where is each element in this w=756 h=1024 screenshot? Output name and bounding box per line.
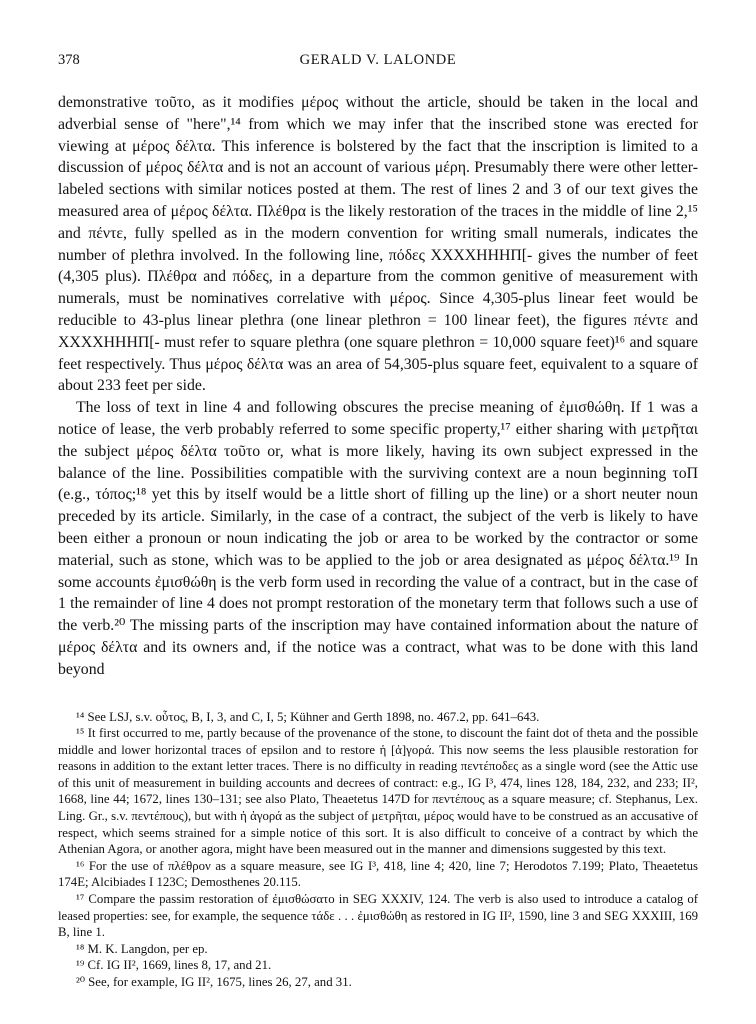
footnote: ¹⁹ Cf. IG II², 1669, lines 8, 17, and 21. [76,958,272,973]
body-paragraph: The loss of text in line 4 and following obscures the precise meaning of ἐμισθώθη. If 1 was a notice of lease, the verb probably referred to some specific property,¹⁷ either sharing with μετρῆται the subject μέρος δέλτα τοῦτο or, what is more likely, having its own subject expressed in the balance of the line. Possibilities compatible with the surviving context are a noun beginning τοΠ (e.g., τόπος;¹⁸ yet this by itself would be a little short of filling up the line) or a short neuter noun preceded by its article. Similarly, in the case of a contract, the subject of the verb is likely to have been either a pronoun or noun indicating the job or area to be worked by the contractor or some material, such as stone, which was to be applied to the job or area designated as μέρος δέλτα.¹⁹ In some accounts ἐμισθώθη is the verb form used in recording the value of a contract, but in the case of 1 the remainder of line 4 does not prompt restoration of the monetary term that follows such a use of the verb.²⁰ The missing parts of the inscription may have contained information about the nature of μέρος δέλτα and its owners and, if the notice was a contract, what was to be done with this land beyond [58,399,698,678]
body-paragraph: demonstrative τοῦτο, as it modifies μέρος without the article, should be taken in the local and adverbial sense of "here",¹⁴ from which we may infer that the inscribed stone was erected for viewing at μέρος δέλτα. This inference is bolstered by the fact that the inscription is limited to a discussion of μέρος δέλτα and is not an account of various μέρη. Presumably there were other letter-labeled sections with similar notices posted at them. The rest of lines 2 and 3 of our text gives the measured area of μέρος δέλτα. Πλέθρα is the likely restoration of the traces in the middle of line 2,¹⁵ and πέντε, fully spelled as in the modern convention for writing small numerals, indicates the number of plethra involved. In the following line, πόδες XXXXHHHΠ[- gives the number of feet (4,305 plus). Πλέθρα and πόδες, in a departure from the common genitive of measurement with numerals, must be nominatives correlative with μέρος. Since 4,305-plus linear feet would be reducible to 43-plus linear plethra (one linear plethron = 100 linear feet), the figures πέντε and XXXXHHHΠ[- must refer to square plethra (one square plethron = 10,000 square feet)¹⁶ and square feet respectively. Thus μέρος δέλτα was an area of 54,305-plus square feet, equivalent to a square of about 233 feet per side. [58,94,698,395]
footnote: ¹⁸ M. K. Langdon, per ep. [76,941,208,956]
footnotes [58,709,698,991]
journal-page [58,52,698,991]
running-head: GERALD V. LALONDE [299,52,457,68]
page-number: 378 [58,52,80,68]
body-text [58,92,698,681]
footnote: ²⁰ See, for example, IG II², 1675, lines 26, 27, and 31. [76,975,352,990]
footnote: ¹⁷ Compare the passim restoration of ἐμισθώσατο in SEG XXXIV, 124. The verb is also used to introduce a catalog of leased properties: see, for example, the sequence τάδε . . . ἐμισθώθη as restored in IG II², 1590, line 3 and SEG XXXIII, 169 B, line 1. [58,892,698,940]
page-header [58,52,698,74]
footnote: ¹⁴ See LSJ, s.v. οὗτος, B, I, 3, and C, I, 5; Kühner and Gerth 1898, no. 467.2, pp. 641–643. [76,709,540,724]
footnote: ¹⁶ For the use of πλέθρον as a square measure, see IG I³, 418, line 4; 420, line 7; Herodotos 7.199; Plato, Theaetetus 174E; Alcibiades I 123C; Demosthenes 20.115. [58,858,698,890]
footnote: ¹⁵ It first occurred to me, partly because of the provenance of the stone, to discount the faint dot of theta and the possible middle and lower horizontal traces of epsilon and to restore ἡ [ἀ]γορά. This now seems the less plausible restoration for reasons in addition to the extant letter traces. There is no difficulty in reading πεντέποδες as a single word (see the Attic use of this unit of measurement in building accounts and decrees of contract: e.g., IG I³, 474, lines 128, 184, 232, and 233; II², 1668, line 44; 1672, lines 130–131; see also Plato, Theaetetus 147D for πεντέπους as a square measure; cf. Stephanus, Lex. Ling. Gr., s.v. πεντέπους), but with ἡ ἀγορά as the subject of μετρῆται, μέρος would have to be construed as an accusative of respect, which seems strained for a simple notice of this sort. It is also difficult to conceive of a contract by which the Athenian Agora, or another agora, might have been measured out in the manner and dimensions suggested by this text. [58,726,698,857]
